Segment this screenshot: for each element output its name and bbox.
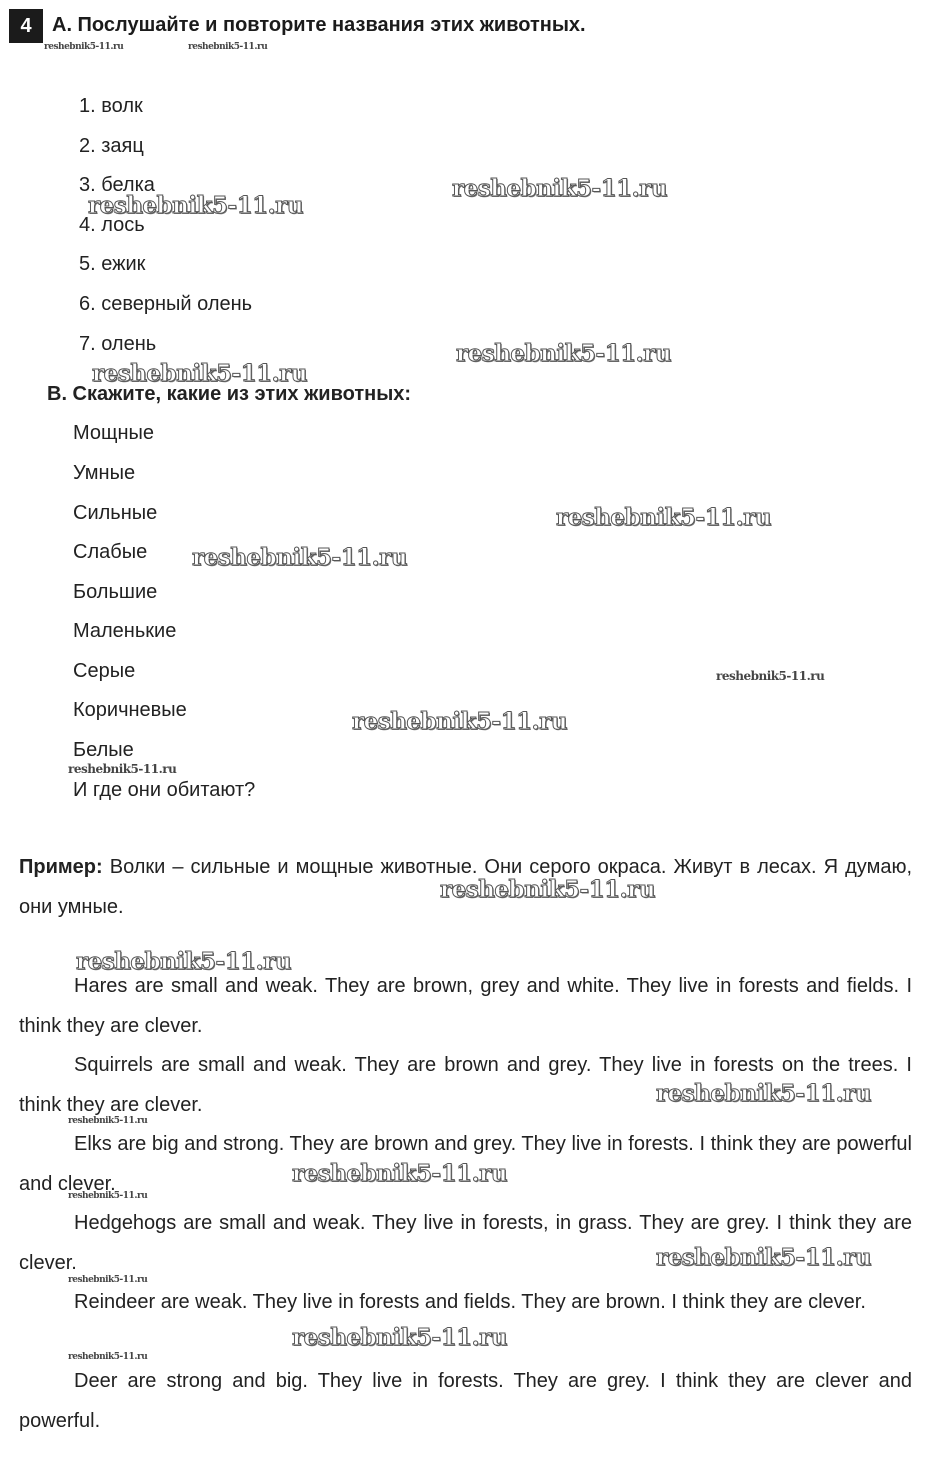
list-item: 4. лось (79, 214, 145, 236)
answer-paragraph: Reindeer are weak. They live in forests and fields. They are brown. I think they are clever. (74, 1291, 866, 1313)
list-item: Серые (73, 660, 136, 682)
watermark: reshebnik5-11.ru (68, 762, 177, 776)
answer-paragraph: Hedgehogs are small and weak. They live in forests, in grass. They are grey. I think they are clever. (19, 1212, 912, 1274)
list-item: 1. волк (79, 95, 143, 117)
list-item: 6. северный олень (79, 293, 253, 315)
answer-paragraph: Squirrels are small and weak. They are brown and grey. They live in forests on the trees. I think they are clever. (19, 1054, 912, 1116)
watermark: reshebnik5-11.ru (352, 708, 567, 735)
watermark: reshebnik5-11.ru (88, 192, 303, 219)
exercise-number: 4 (9, 9, 43, 43)
watermark: reshebnik5-11.ru (68, 1275, 148, 1285)
watermark: reshebnik5-11.ru (452, 175, 667, 202)
answer-paragraph: Elks are big and strong. They are brown and grey. They live in forests. I think they are powerful and clever. (19, 1133, 912, 1195)
watermark: reshebnik5-11.ru (656, 1244, 871, 1271)
list-item: 2. заяц (79, 135, 144, 157)
list-item: Белые (73, 739, 134, 761)
watermark: reshebnik5-11.ru (292, 1324, 507, 1351)
list-item: Сильные (73, 502, 158, 524)
watermark: reshebnik5-11.ru (656, 1080, 871, 1107)
answer-paragraph: Deer are strong and big. They live in forests. They are grey. I think they are clever and powerful. (19, 1370, 912, 1432)
watermark: reshebnik5-11.ru (44, 42, 124, 52)
watermark: reshebnik5-11.ru (716, 669, 825, 683)
watermark: reshebnik5-11.ru (92, 360, 307, 387)
watermark: reshebnik5-11.ru (456, 340, 671, 367)
list-item: Коричневые (73, 699, 187, 721)
watermark: reshebnik5-11.ru (188, 42, 268, 52)
list-item: 5. ежик (79, 253, 146, 275)
list-item: 7. олень (79, 333, 157, 355)
list-item: Умные (73, 462, 136, 484)
section-b-title: B. Скажите, какие из этих животных: (47, 383, 412, 405)
section-a-title: A. Послушайте и повторите названия этих животных. (52, 14, 586, 36)
list-item: Мощные (73, 422, 155, 444)
watermark: reshebnik5-11.ru (68, 1352, 148, 1362)
example-text: Волки – сильные и мощные животные. Они серого окраса. Живут в лесах. Я думаю, они умные. (19, 856, 912, 918)
watermark: reshebnik5-11.ru (440, 876, 655, 903)
list-item: 3. белка (79, 174, 155, 196)
question: И где они обитают? (73, 779, 256, 801)
list-item: Маленькие (73, 620, 177, 642)
example-label: Пример: (19, 856, 103, 878)
list-item: Слабые (73, 541, 148, 563)
watermark: reshebnik5-11.ru (292, 1160, 507, 1187)
watermark: reshebnik5-11.ru (68, 1191, 148, 1201)
answer-paragraph: Hares are small and weak. They are brown, grey and white. They live in forests and fields. I think they are clever. (19, 975, 912, 1037)
watermark: reshebnik5-11.ru (68, 1116, 148, 1126)
watermark: reshebnik5-11.ru (76, 948, 291, 975)
watermark: reshebnik5-11.ru (556, 504, 771, 531)
watermark: reshebnik5-11.ru (192, 544, 407, 571)
list-item: Большие (73, 581, 158, 603)
